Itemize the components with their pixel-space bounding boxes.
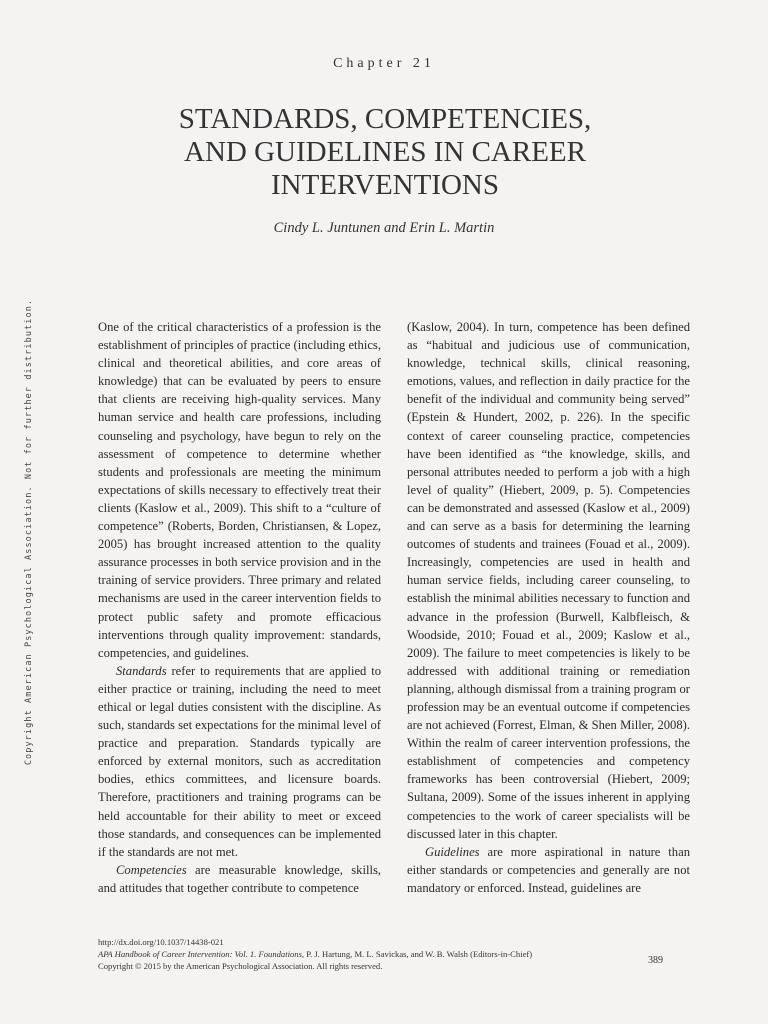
page-footer (98, 937, 598, 972)
body-column-left (98, 318, 381, 897)
handbook-editors: , P. J. Hartung, M. L. Savickas, and W. B. Walsh (Editors-in-Chief) (301, 948, 533, 959)
handbook-title: APA Handbook of Career Intervention: Vol. 1. Foundations (98, 948, 302, 959)
body-column-right (407, 318, 690, 897)
doi-link[interactable]: http://dx.doi.org/10.1037/14438-021 (98, 937, 224, 947)
paragraph-text: are more aspirational in nature than either standards or competencies and generally are not mandatory or enforced. Instead, guidelines are (407, 844, 690, 895)
copyright-line: Copyright © 2015 by the American Psychological Association. All rights reserved. (98, 960, 383, 971)
body-paragraph (98, 861, 381, 897)
chapter-label: Chapter 21 (333, 56, 435, 71)
term-competencies: Competencies (116, 862, 187, 877)
body-paragraph: One of the critical characteristics of a profession is the establishment of principles of practice (including ethics, clinical and theoretical abilities, and core areas of knowledge) that can be evaluated by peers to ensure that clients are receiving high-quality services. Many human service and health care professions, including counseling and psychology, have begun to rely on the assessment of competence to determine whether students and professionals are meeting the minimum expectations of skills necessary to effectively treat their clients (Kaslow et al., 2009). This shift to a “culture of competence” (Roberts, Borden, Christiansen, & Lopez, 2005) has brought increased attention to the quality assurance processes in both service provision and in the training of service providers. Three primary and related mechanisms are used in the career intervention fields to protect public safety and promote efficacious interventions through quality improvement: standards, competencies, and guidelines. (98, 320, 381, 660)
chapter-title: STANDARDS, COMPETENCIES, AND GUIDELINES IN CAREER INTERVENTIONS (178, 103, 592, 201)
body-paragraph (407, 843, 690, 897)
term-guidelines: Guidelines (425, 844, 480, 859)
copyright-side-notice: Copyright American Psychological Association. Not for further distribution. (24, 298, 34, 766)
body-paragraph: (Kaslow, 2004). In turn, competence has been defined as “habitual and judicious use of communication, knowledge, technical skills, clinical reasoning, emotions, values, and reflection in daily practice for the benefit of the individual and community being served” (Epstein & Hundert, 2002, p. 226). In the specific context of career counseling practice, competencies have been identified as “the knowledge, skills, and personal attributes needed to perform a job with a high level of quality” (Hiebert, 2009, p. 5). Competencies can be demonstrated and assessed (Kaslow et al., 2009) and can serve as a basis for determining the learning outcomes of students and trainees (Fouad et al., 2009). Increasingly, competencies are used in health and human service fields, including career counseling, to establish the minimal abilities necessary to function and advance in the profession (Burwell, Kalbfleisch, & Woodside, 2010; Fouad et al., 2009; Kaslow et al., 2009). The failure to meet competencies is likely to be addressed with additional training or remediation planning, although dismissal from a training program or profession may be an eventual outcome if competencies are not achieved (Forrest, Elman, & Shen Miller, 2008). Within the realm of career intervention professions, the establishment of competencies and competency frameworks has been controversial (Hiebert, 2009; Sultana, 2009). Some of the issues inherent in applying competencies to the work of career specialists will be discussed later in this chapter. (407, 320, 690, 841)
chapter-authors: Cindy L. Juntunen and Erin L. Martin (273, 220, 495, 236)
page-number: 389 (648, 955, 663, 966)
paragraph-text: refer to requirements that are applied to either practice or training, including the need to meet ethical or legal duties consistent with the discipline. As such, standards set expectations for the minimal level of practice and preparation. Standards typically are enforced by external monitors, such as accreditation bodies, ethics committees, and licensure boards. Therefore, practitioners and training programs can be held accountable for their ability to meet or exceed those standards, and consequences can be implemented if the standards are not met. (98, 663, 381, 859)
citation-line (98, 949, 598, 961)
body-paragraph (98, 662, 381, 861)
term-standards: Standards (116, 663, 167, 678)
paragraph-text: are measurable knowledge, skills, and attitudes that together contribute to competence (98, 862, 381, 895)
